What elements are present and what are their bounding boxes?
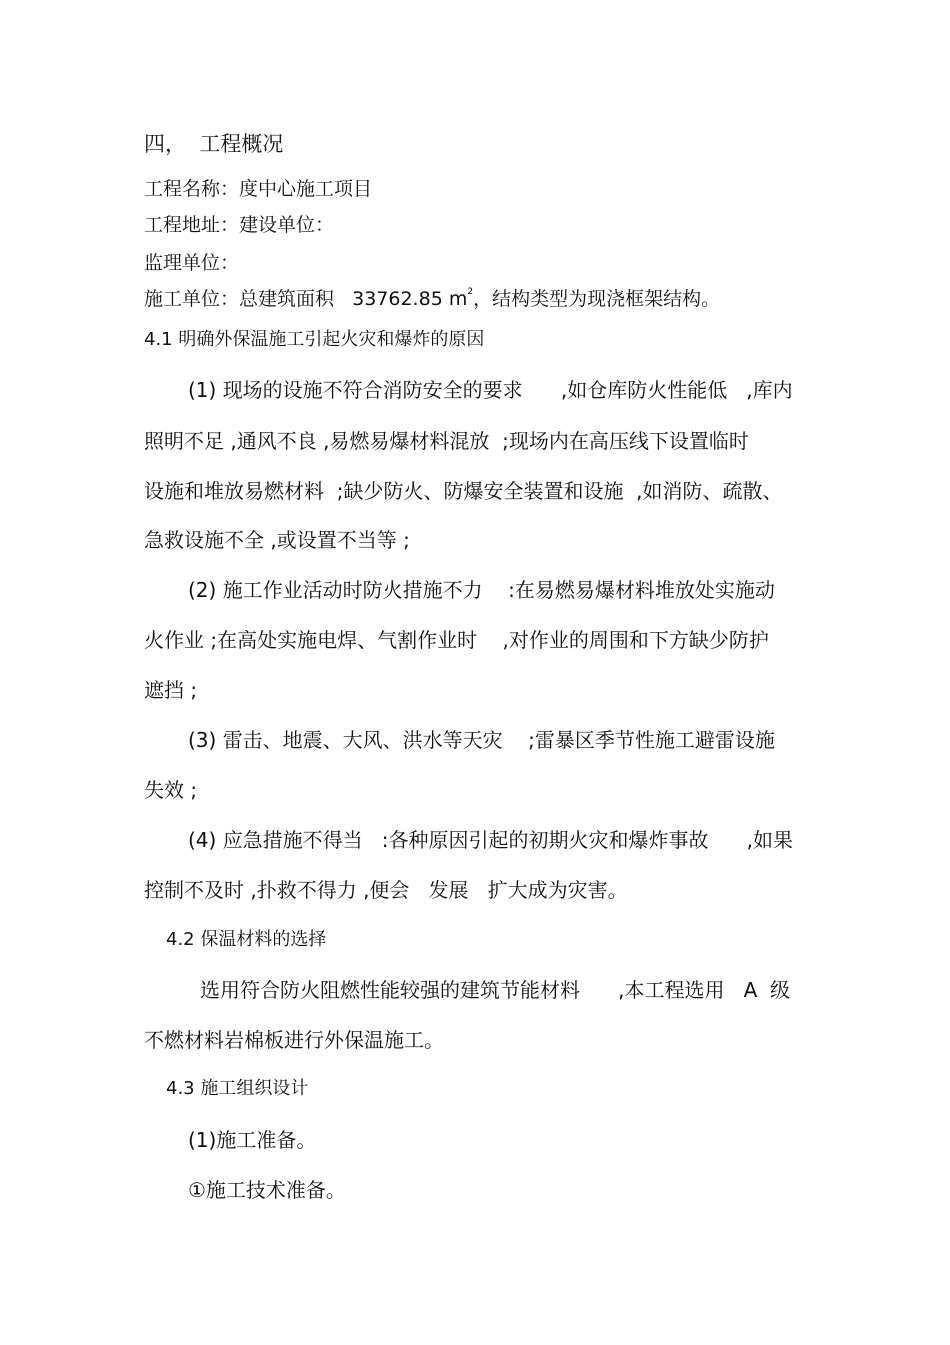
paragraph-line: 失效 ; xyxy=(144,778,198,802)
paragraph-line: 设施和堆放易燃材料 ;缺少防火、防爆安全装置和设施 ,如消防、疏散、 xyxy=(144,479,783,503)
paragraph-line: (2) 施工作业活动时防火措施不力 :在易燃易爆材料堆放处实施动 xyxy=(188,578,775,602)
paragraph-line: 照明不足 ,通风不良 ,易燃易爆材料混放 ;现场内在高压线下设置临时 xyxy=(144,429,749,453)
section-4-1-title: 4.1 明确外保温施工引起火灾和爆炸的原因 xyxy=(144,329,485,350)
section-4-3-title: 4.3 施工组织设计 xyxy=(166,1078,309,1099)
paragraph-line: (4) 应急措施不得当 :各种原因引起的初期火灾和爆炸事故 ,如果 xyxy=(188,828,793,852)
paragraph-line: 火作业 ;在高处实施电焊、气割作业时 ,对作业的周围和下方缺少防护 xyxy=(144,628,769,652)
paragraph-line: 选用符合防火阻燃性能较强的建筑节能材料 ,本工程选用 A 级 xyxy=(200,978,790,1002)
contractor-line xyxy=(144,287,721,310)
project-name-line: 工程名称：度中心施工项目 xyxy=(144,178,373,200)
square-superscript: 2 xyxy=(467,287,474,297)
contractor-line-text: 施工单位：总建筑面积 33762.85 m xyxy=(144,288,468,310)
section-heading: 四， 工程概况 xyxy=(144,132,284,156)
contractor-line-text-2: ，结构类型为现浇框架结构。 xyxy=(473,288,721,310)
list-item: (1)施工准备。 xyxy=(188,1128,317,1152)
paragraph-line: (3) 雷击、地震、大风、洪水等天灾 ;雷暴区季节性施工避雷设施 xyxy=(188,728,775,752)
project-address-line: 工程地址：建设单位： xyxy=(144,214,335,236)
supervisor-line: 监理单位： xyxy=(144,252,240,274)
paragraph-line: 急救设施不全 ,或设置不当等 ; xyxy=(144,528,410,552)
paragraph-line: 不燃材料岩棉板进行外保温施工。 xyxy=(144,1028,444,1052)
list-item: ①施工技术准备。 xyxy=(188,1178,346,1202)
paragraph-line: (1) 现场的设施不符合消防安全的要求 ,如仓库防火性能低 ,库内 xyxy=(188,378,793,402)
paragraph-line: 遮挡 ; xyxy=(144,678,198,702)
paragraph-line: 控制不及时 ,扑救不得力 ,便会 发展 扩大成为灾害。 xyxy=(144,878,628,902)
section-4-2-title: 4.2 保温材料的选择 xyxy=(166,929,327,950)
